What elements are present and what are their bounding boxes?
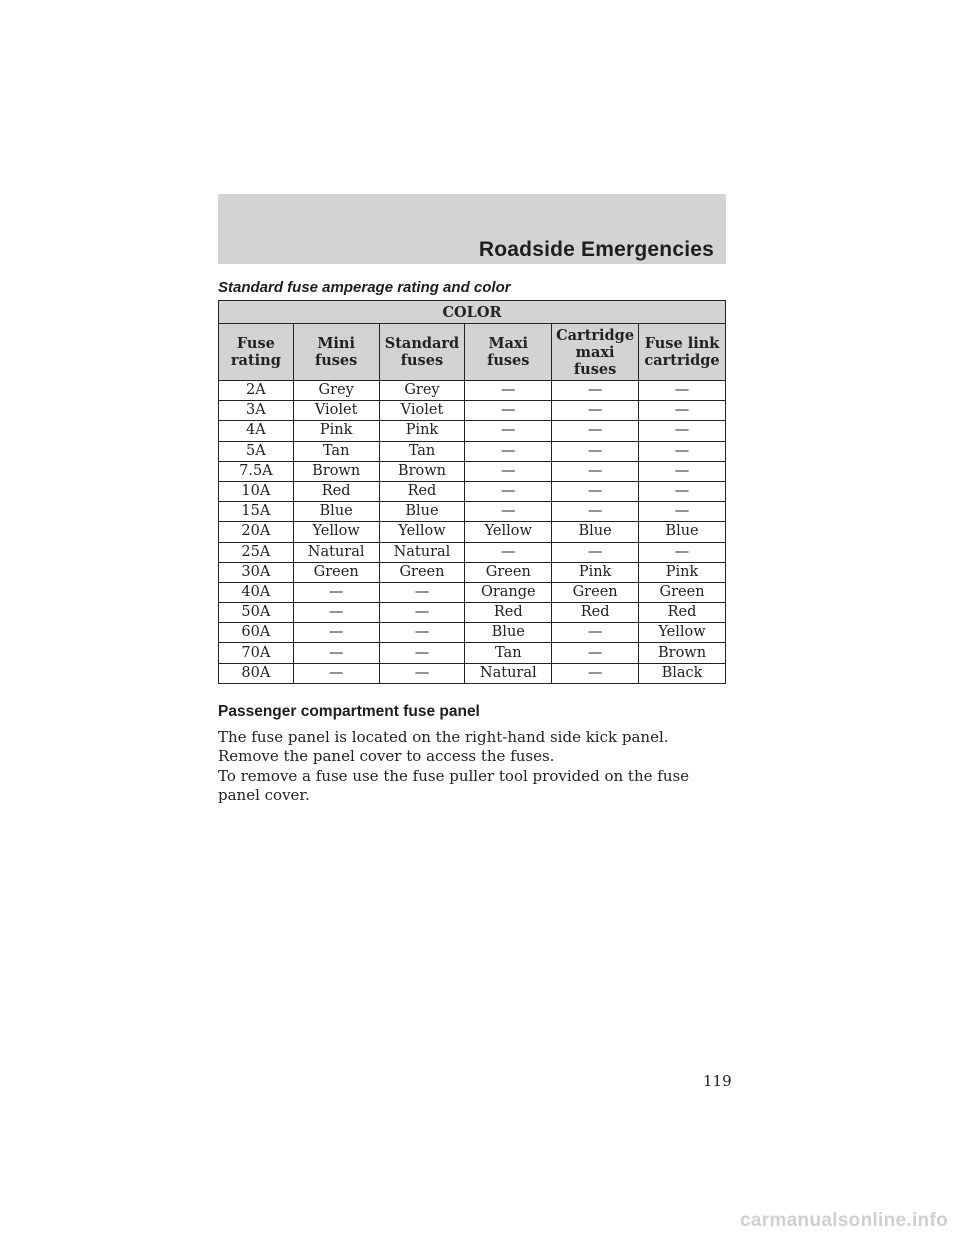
table-cell: — [465,502,552,522]
table-row [219,643,726,663]
table-cell: — [465,421,552,441]
table-cell: Blue [639,522,726,542]
table-cell: Grey [379,381,465,401]
table-cell: Tan [379,441,465,461]
table-group-header-row [219,301,726,324]
table-row [219,481,726,501]
table-cell: Yellow [639,623,726,643]
table-cell: Black [639,663,726,683]
table-cell: Blue [552,522,639,542]
table-cell: — [552,461,639,481]
table-cell: 3A [219,401,294,421]
table-cell: Green [293,562,379,582]
table-cell: — [552,401,639,421]
table-cell: 4A [219,421,294,441]
table-row [219,603,726,623]
table-cell: Orange [465,582,552,602]
table-cell: Red [379,481,465,501]
table-cell: 7.5A [219,461,294,481]
table-row [219,502,726,522]
table-cell: — [293,663,379,683]
section-heading: Passenger compartment fuse panel [218,703,480,720]
column-header: Fuse link cartridge [639,324,726,381]
table-row [219,401,726,421]
table-cell: — [293,623,379,643]
watermark: carmanualsonline.info [740,1210,948,1231]
table-cell: — [552,381,639,401]
table-cell: — [552,623,639,643]
table-cell: Yellow [465,522,552,542]
table-row [219,381,726,401]
table-cell: — [379,603,465,623]
table-cell: 70A [219,643,294,663]
column-header: Maxi fuses [465,324,552,381]
table-row [219,542,726,562]
table-cell: Red [465,603,552,623]
table-cell: Pink [552,562,639,582]
table-cell: 80A [219,663,294,683]
section-header-band [218,194,726,264]
table-cell: 10A [219,481,294,501]
table-cell: — [465,381,552,401]
table-row [219,441,726,461]
table-cell: Green [465,562,552,582]
table-cell: — [293,643,379,663]
table-cell: — [552,542,639,562]
table-cell: — [639,441,726,461]
table-cell: — [465,481,552,501]
table-cell: — [379,623,465,643]
table-cell: 15A [219,502,294,522]
table-cell: Blue [465,623,552,643]
color-group-header: COLOR [219,301,726,324]
table-cell: 5A [219,441,294,461]
section-title: Roadside Emergencies [478,238,714,261]
table-cell: Pink [379,421,465,441]
table-cell: Violet [293,401,379,421]
page-number: 119 [703,1072,732,1090]
body-paragraph: The fuse panel is located on the right-hand side kick panel. Remove the panel cover to access the fuses. [218,728,669,765]
table-cell: Grey [293,381,379,401]
table-cell: Yellow [379,522,465,542]
table-cell: — [552,663,639,683]
table-cell: Brown [293,461,379,481]
table-cell: 40A [219,582,294,602]
body-paragraph: To remove a fuse use the fuse puller tool provided on the fuse panel cover. [218,767,690,804]
table-cell: 2A [219,381,294,401]
table-row [219,623,726,643]
fuse-color-table [218,300,726,684]
table-cell: — [639,502,726,522]
table-cell: — [639,481,726,501]
table-cell: — [639,381,726,401]
table-cell: Red [639,603,726,623]
table-row [219,663,726,683]
table-row [219,562,726,582]
table-cell: — [639,421,726,441]
table-cell: Natural [379,542,465,562]
table-cell: Yellow [293,522,379,542]
table-cell: Pink [293,421,379,441]
table-cell: Green [639,582,726,602]
column-header: Mini fuses [293,324,379,381]
table-cell: — [552,643,639,663]
column-header: Standard fuses [379,324,465,381]
table-cell: — [552,421,639,441]
table-cell: Green [379,562,465,582]
table-cell: Blue [379,502,465,522]
column-header: Fuse rating [219,324,294,381]
table-cell: — [293,582,379,602]
table-cell: — [465,542,552,562]
table-cell: — [639,461,726,481]
table-cell: — [379,663,465,683]
table-column-header-row [219,324,726,381]
table-cell: — [293,603,379,623]
table-cell: Blue [293,502,379,522]
column-header: Cartridge maxi fuses [552,324,639,381]
table-cell: — [552,481,639,501]
table-cell: Natural [293,542,379,562]
table-row [219,582,726,602]
table-cell: Brown [379,461,465,481]
table-cell: — [639,542,726,562]
table-cell: Red [293,481,379,501]
table-title: Standard fuse amperage rating and color [218,279,511,296]
table-cell: Tan [293,441,379,461]
table-cell: 25A [219,542,294,562]
table-body [219,381,726,684]
table-row [219,421,726,441]
table-cell: Brown [639,643,726,663]
table-cell: — [465,461,552,481]
table-cell: 30A [219,562,294,582]
table-cell: 50A [219,603,294,623]
table-cell: Natural [465,663,552,683]
table-cell: 60A [219,623,294,643]
table-cell: Red [552,603,639,623]
table-cell: Green [552,582,639,602]
table-cell: — [379,582,465,602]
table-cell: — [465,401,552,421]
table-cell: Pink [639,562,726,582]
table-cell: — [552,441,639,461]
table-row [219,461,726,481]
table-cell: 20A [219,522,294,542]
table-cell: — [639,401,726,421]
table-cell: Tan [465,643,552,663]
table-cell: — [552,502,639,522]
table-cell: Violet [379,401,465,421]
table-cell: — [465,441,552,461]
table-cell: — [379,643,465,663]
table-row [219,522,726,542]
